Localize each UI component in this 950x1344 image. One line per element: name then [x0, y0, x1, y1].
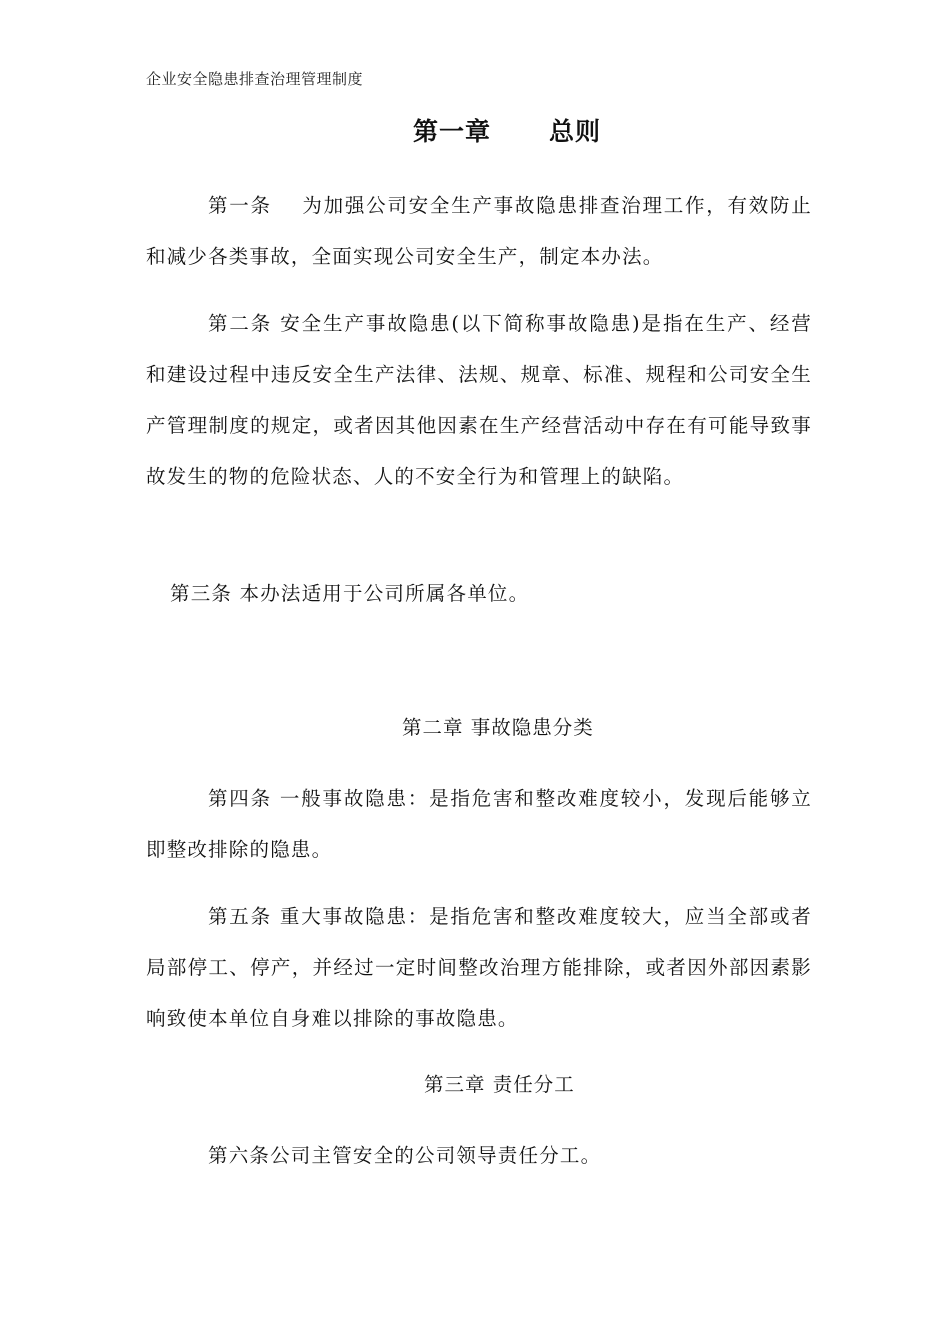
- chapter-1-heading: [0, 112, 950, 148]
- article-1-text: 为加强公司安全生产事故隐患排查治理工作，有效防止和减少各类事故，全面实现公司安全生产，制定本办法。: [146, 194, 812, 268]
- article-1: [146, 180, 812, 282]
- chapter-3-heading: 第三章 责任分工: [424, 1073, 575, 1096]
- article-5: 第五条 重大事故隐患：是指危害和整改难度较大，应当全部或者局部停工、停产，并经过一定时间整改治理方能排除，或者因外部因素影响致使本单位自身难以排除的事故隐患。: [146, 905, 812, 1030]
- chapter-2-heading: 第二章 事故隐患分类: [402, 716, 594, 739]
- article-3: 第三条 本办法适用于公司所属各单位。: [170, 582, 530, 605]
- article-1-label: 第一条: [208, 194, 272, 217]
- article-2: 第二条 安全生产事故隐患(以下简称事故隐患)是指在生产、经营和建设过程中违反安全生产法律、法规、规章、标准、规程和公司安全生产管理制度的规定，或者因其他因素在生产经营活动中存在有可能导致事故发生的物的危险状态、人的不安全行为和管理上的缺陷。: [146, 312, 812, 488]
- article-4: 第四条 一般事故隐患：是指危害和整改难度较小，发现后能够立即整改排除的隐患。: [146, 787, 812, 861]
- document-header: 企业安全隐患排查治理管理制度: [146, 70, 364, 88]
- article-6: 第六条公司主管安全的公司领导责任分工。: [208, 1144, 602, 1167]
- chapter-1-label: 第一章: [412, 117, 491, 146]
- chapter-1-title: 总则: [549, 117, 602, 146]
